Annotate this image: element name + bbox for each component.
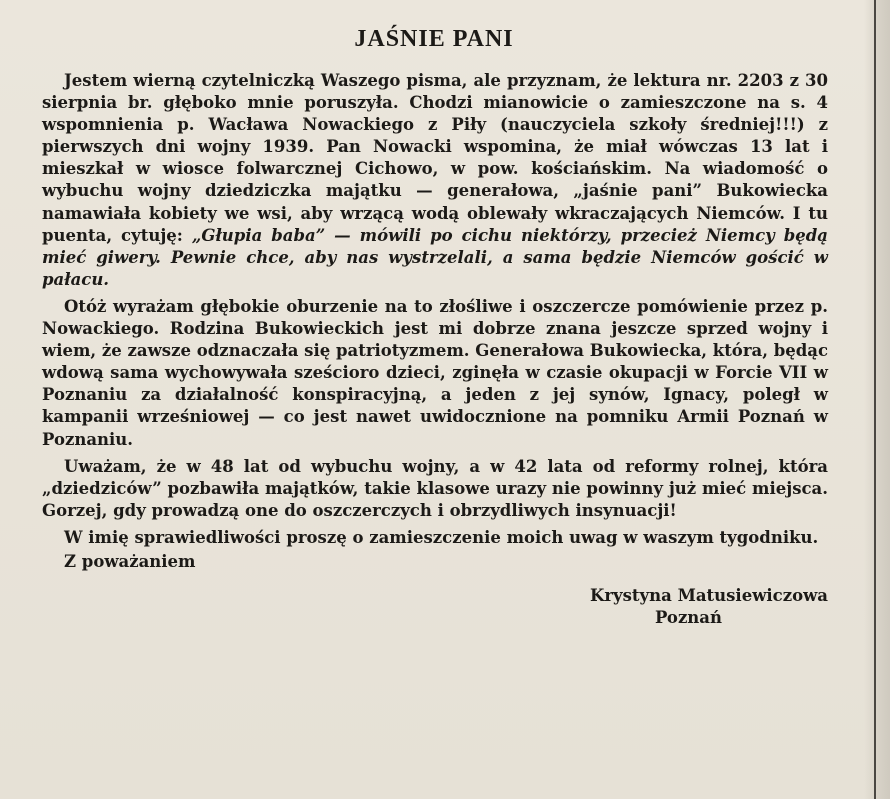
- paragraph-3: Uważam, że w 48 lat od wybuchu wojny, a w 42 lata od reformy rolnej, która „dziedziców” pozbawiła majątków, takie klasowe urazy nie powinny już mieć miejsca. Gorzej, gdy prowadzą one do oszczerczych i obrzydliwych insynuacji!: [42, 456, 828, 520]
- paragraph-1: [42, 70, 828, 291]
- article-title: JAŚNIE PANI: [354, 26, 514, 52]
- author-name: Krystyna Matusiewiczowa: [590, 586, 828, 606]
- author-block: [42, 585, 828, 629]
- page-edge-shadow: [864, 0, 890, 799]
- paragraph-2: Otóż wyrażam głębokie oburzenie na to złośliwe i oszczercze pomówienie przez p. Nowackiego. Rodzina Bukowieckich jest mi dobrze znana jeszcze sprzed wojny i wiem, że zawsze odznaczała się patriotyzmem. Generałowa Bukowiecka, która, będąc wdową sama wychowywała sześcioro dzieci, zginęła w czasie okupacji w Forcie VII w Poznaniu za działalność konspiracyjną, a jeden z jej synów, Ignacy, poległ w kampanii wrześniowej — co jest nawet uwidocznione na pomniku Armii Poznań w Poznaniu.: [42, 296, 828, 449]
- article-body: [42, 70, 828, 629]
- closing-salutation: Z poważaniem: [64, 551, 196, 571]
- paragraph-4: W imię sprawiedliwości proszę o zamieszczenie moich uwag w waszym tygodniku.: [64, 527, 819, 547]
- paragraph-1-quote: „Głupia baba” — mówili po cichu niektórzy, przecież Niemcy będą mieć giwery. Pewnie chce, aby nas wystrzelali, a sama będzie Niemców gościć w pałacu.: [42, 225, 829, 289]
- author-city: Poznań: [654, 608, 722, 628]
- column-rule: [874, 0, 876, 799]
- paragraph-1-text: Jestem wierną czytelniczką Waszego pisma, ale przyznam, że lektura nr. 2203 z 30 sierpnia br. głęboko mnie poruszyła. Chodzi mianowicie o zamieszczone na s. 4 wspomnienia p. Wacława Nowackiego z Piły (nauczyciela szkoły średniej!!!) z pierwszych dni wojny 1939. Pan Nowacki wspomina, że miał wówczas 13 lat i mieszkał w wiosce folwarcznej Cichowo, w pow. kościańskim. Na wiadomość o wybuchu wojny dziedziczka majątku — generałowa, „jaśnie pani” Bukowiecka namawiała kobiety we wsi, aby wrzącą wodą oblewały wkraczających Niemców. I tu puenta, cytuję:: [42, 71, 828, 245]
